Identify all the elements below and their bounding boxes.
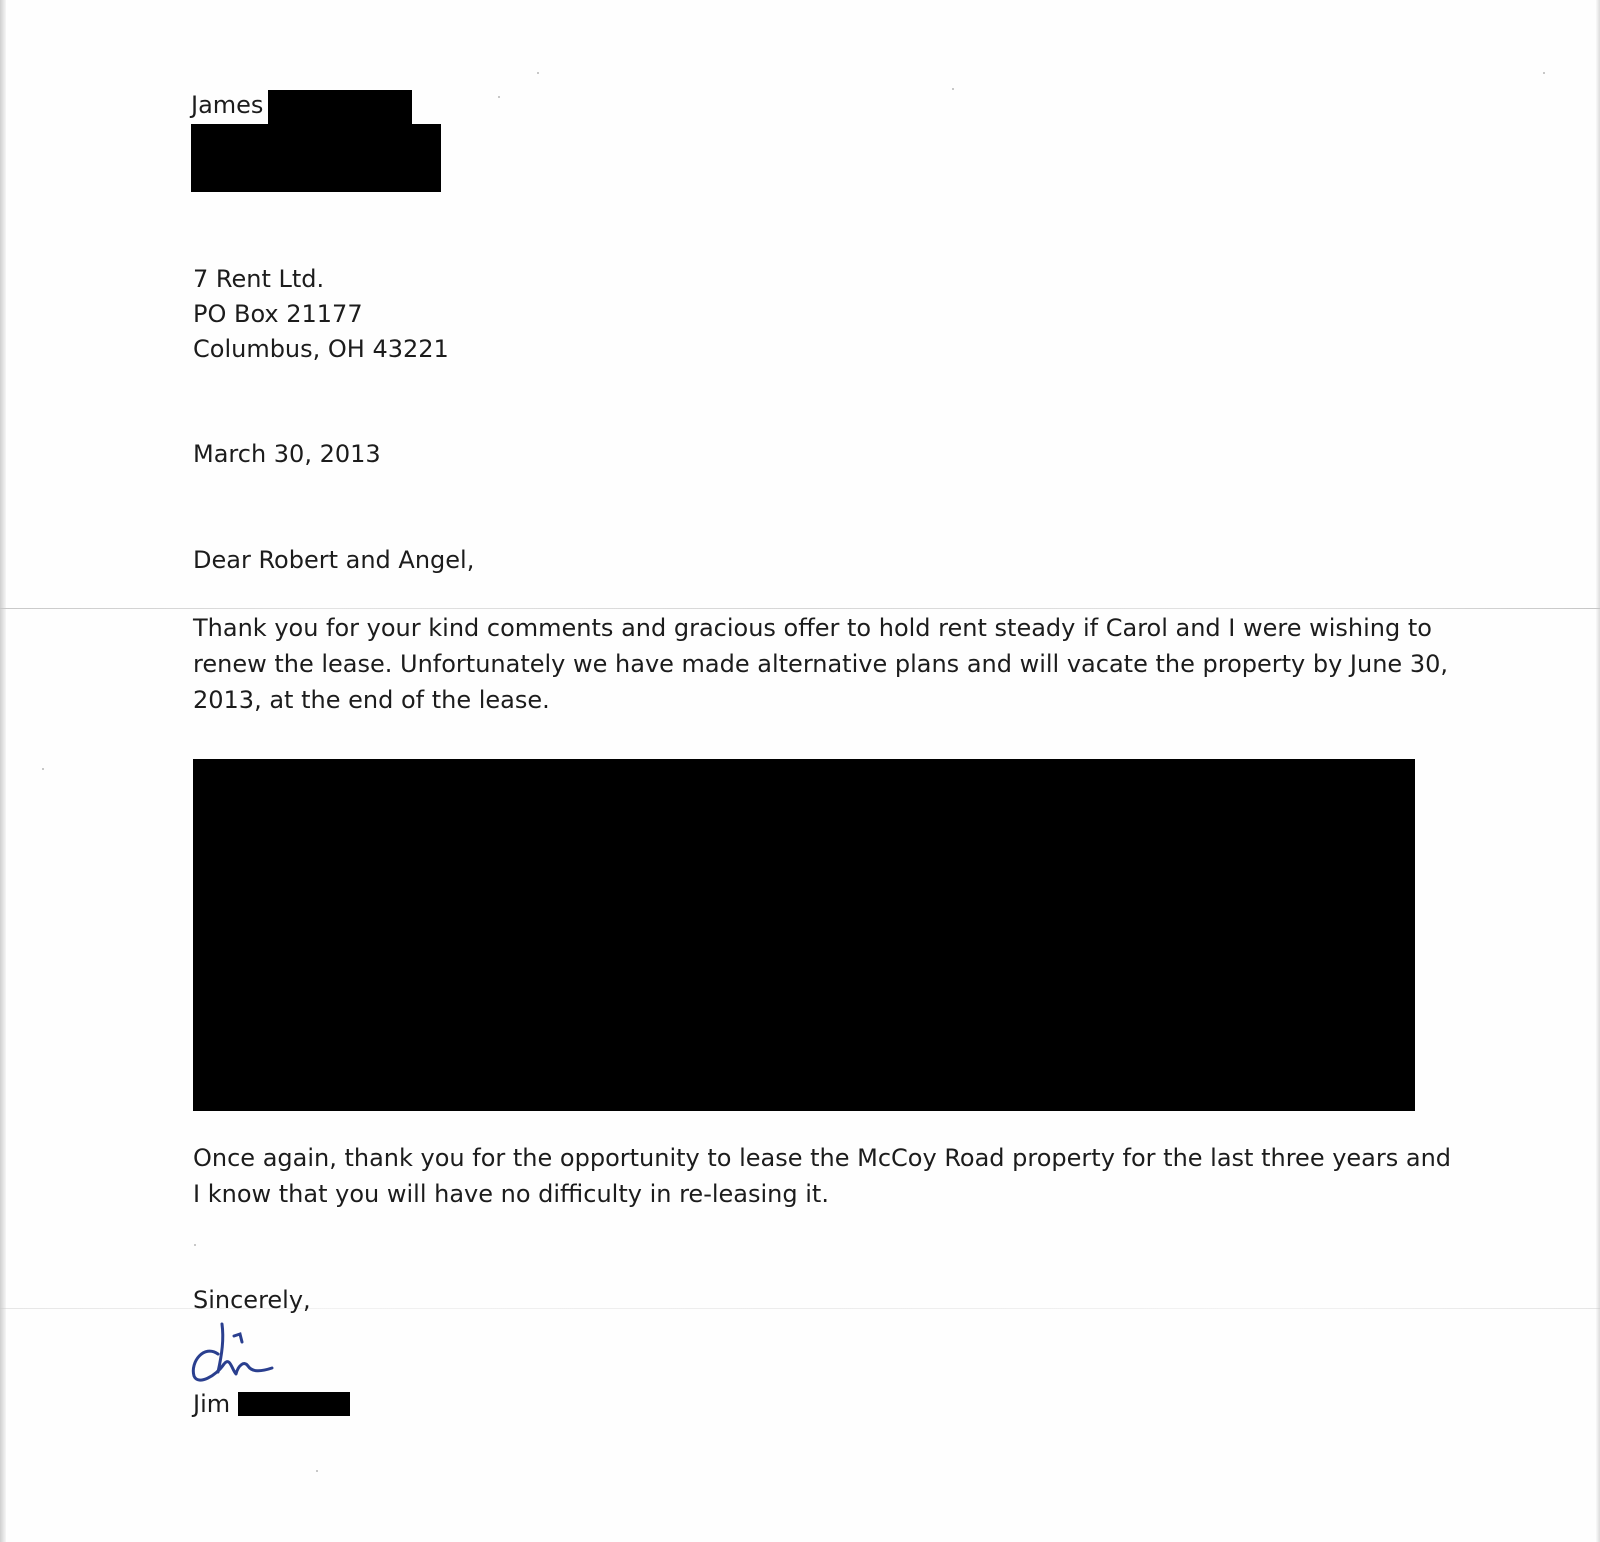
handwritten-signature [186,1314,316,1394]
scan-speck [42,768,44,770]
redacted-body-paragraph [193,759,1415,1111]
scan-speck [316,1470,318,1472]
body-paragraph-2 [193,1140,1452,1212]
signer-first-name: Jim [193,1390,231,1418]
recipient-line: PO Box 21177 [193,300,363,328]
scan-edge-right [1596,0,1600,1542]
scan-speck [498,96,500,98]
paragraph-line: 2013, at the end of the lease. [193,686,550,714]
scan-speck [1543,72,1545,74]
closing: Sincerely, [193,1286,311,1314]
paragraph-line: Thank you for your kind comments and gracious offer to hold rent steady if Carol and I were wishing to [193,614,1432,642]
redacted-signer-surname [238,1392,350,1416]
redacted-sender-address [191,124,441,192]
scan-speck [952,88,954,90]
recipient-line: 7 Rent Ltd. [193,265,325,293]
scan-speck [537,72,539,74]
paragraph-line: I know that you will have no difficulty in re-leasing it. [193,1180,829,1208]
body-paragraph-1 [193,610,1448,718]
redacted-sender-surname [268,90,412,126]
scan-edge-left [0,0,6,1542]
scan-speck [194,1244,196,1246]
paragraph-line: Once again, thank you for the opportunity to lease the McCoy Road property for the last three years and [193,1144,1452,1172]
fold-line [0,608,1600,609]
paragraph-line: renew the lease. Unfortunately we have made alternative plans and will vacate the property by June 30, [193,650,1448,678]
letter-date: March 30, 2013 [193,440,381,468]
salutation: Dear Robert and Angel, [193,546,475,574]
recipient-address [193,262,449,367]
recipient-line: Columbus, OH 43221 [193,335,449,363]
sender-first-name: James [191,91,264,119]
